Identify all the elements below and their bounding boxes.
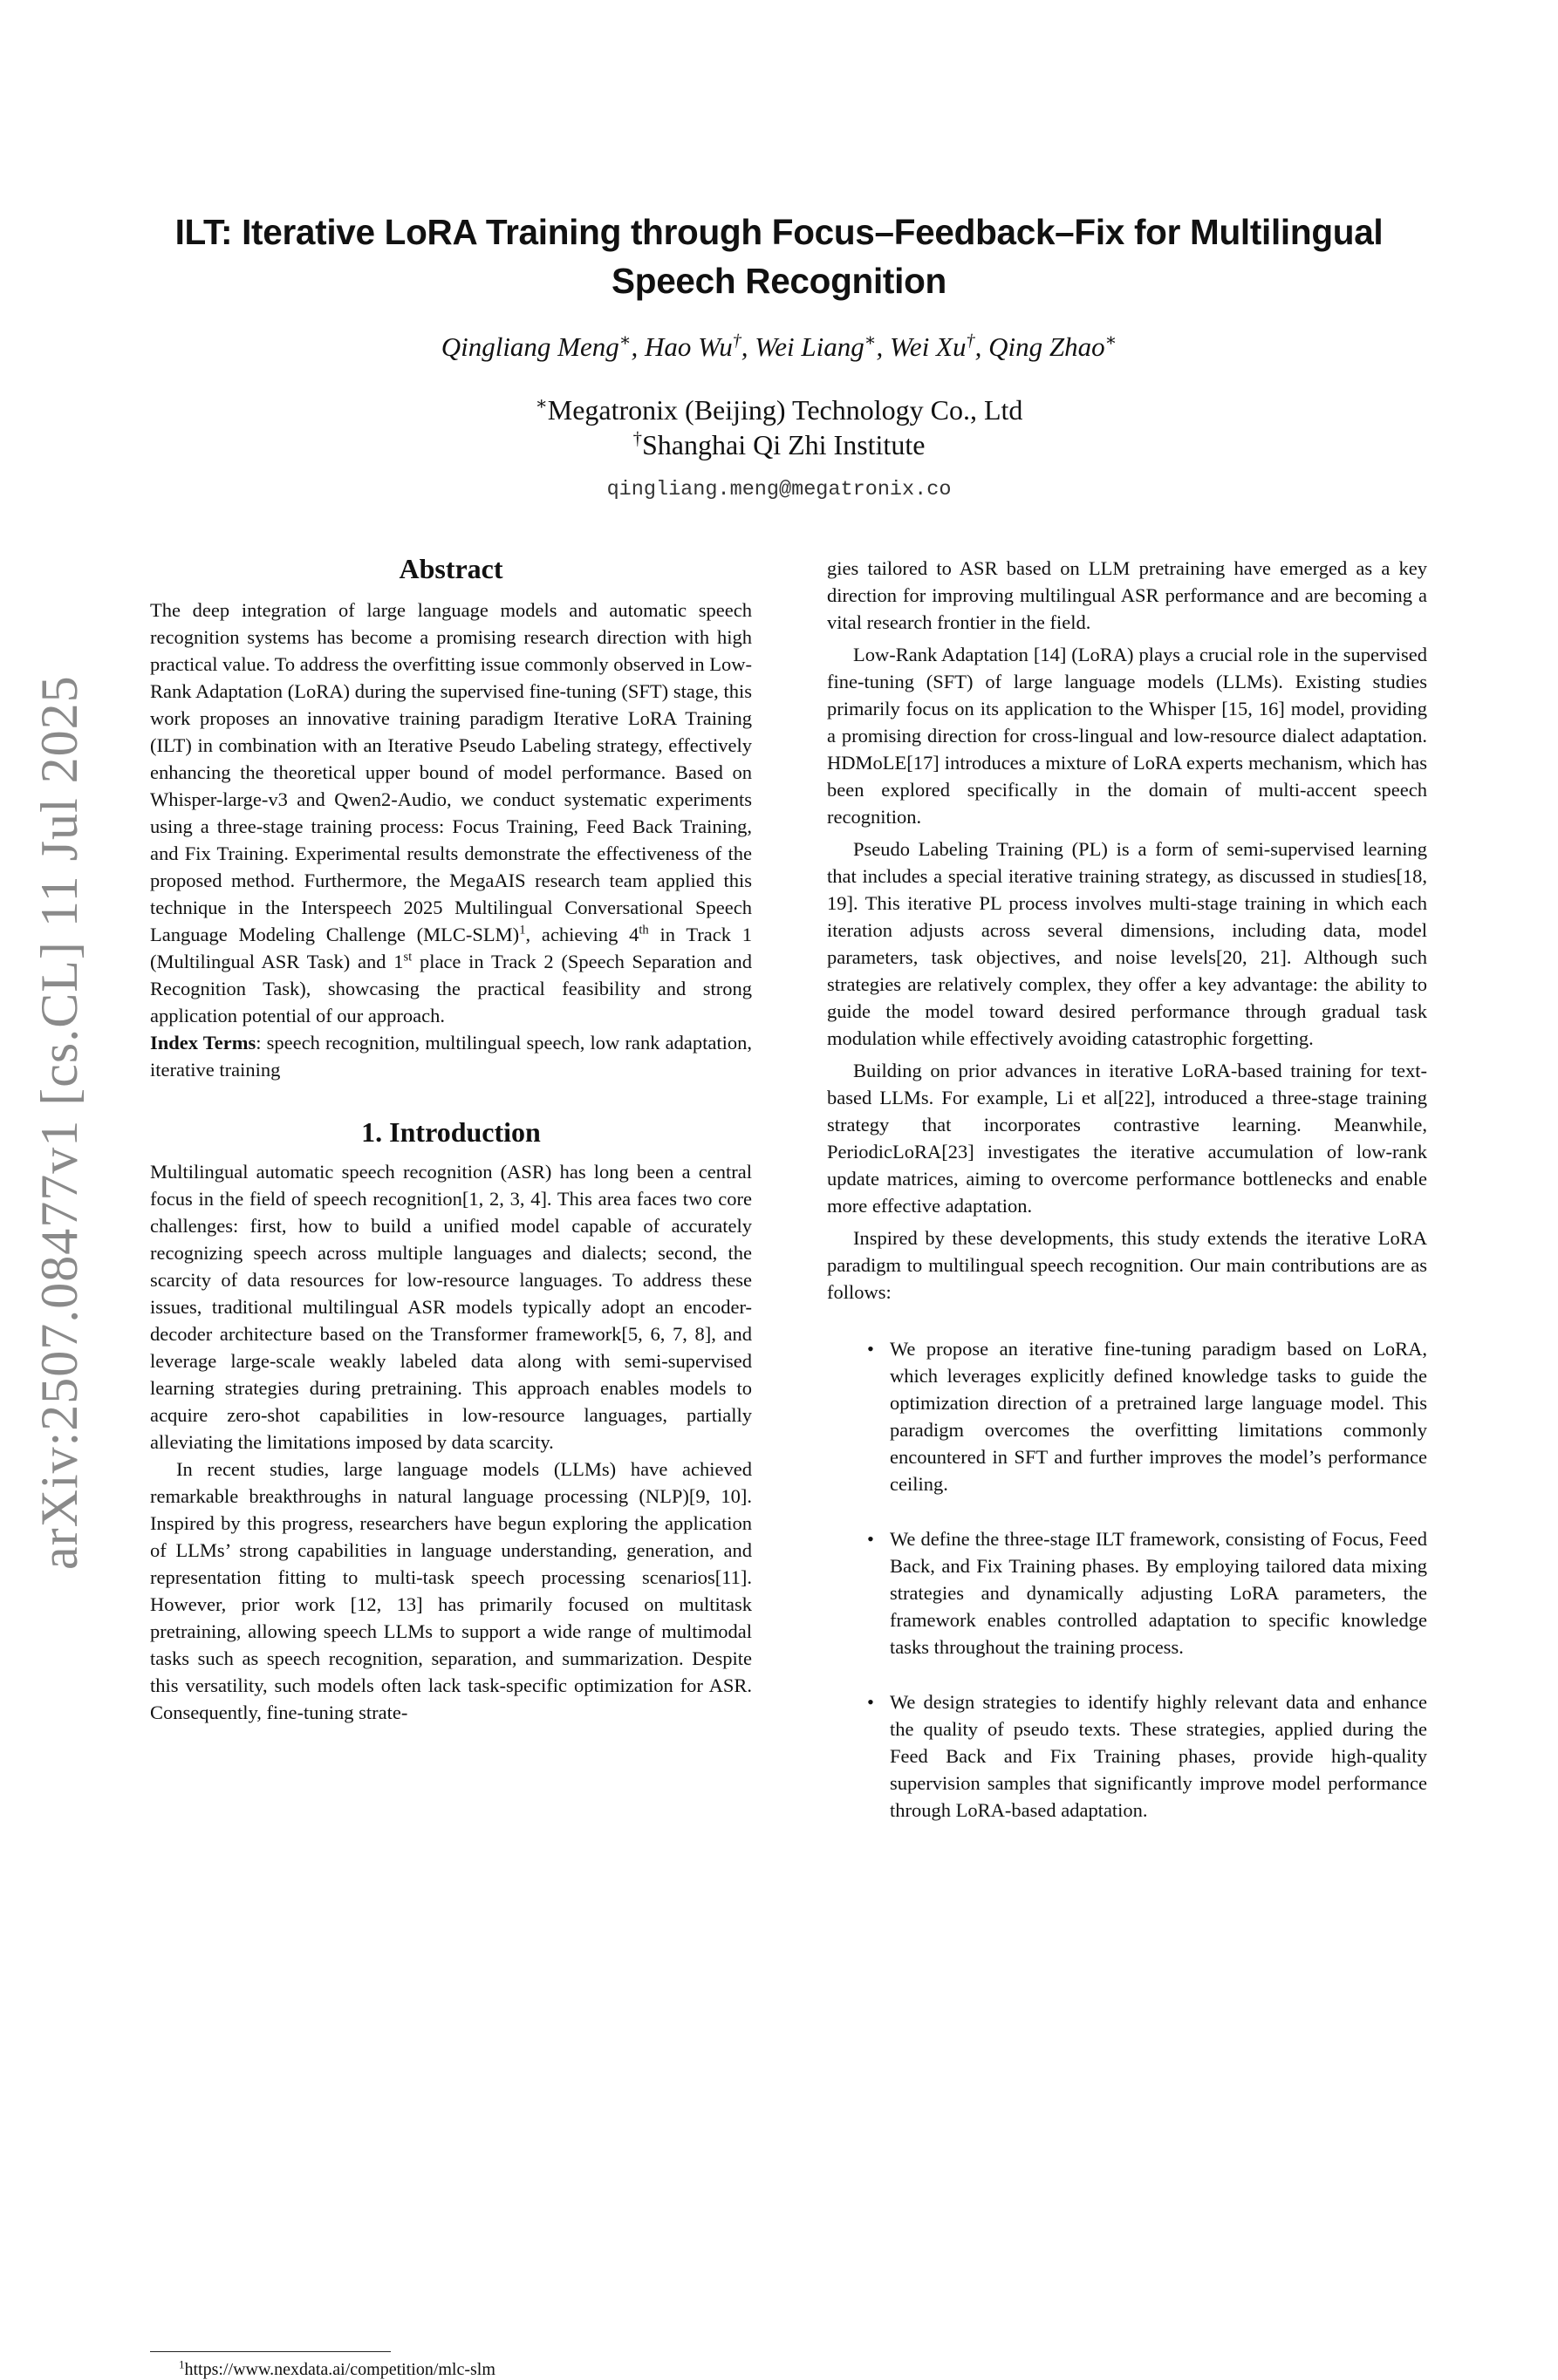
affiliation-1: ∗Megatronix (Beijing) Technology Co., Ltd xyxy=(535,393,1023,426)
title-line-2: Speech Recognition xyxy=(612,261,946,301)
right-paragraph-0: gies tailored to ASR based on LLM pretraining have emerged as a key direction for improving multilingual ASR performance and are becoming a vital research frontier in the field. xyxy=(827,557,1427,633)
footnote: $^1$https://www.nexdata.ai/competition/mlc-slm xyxy=(179,2357,495,2379)
author: Qing Zhao∗ xyxy=(988,331,1117,362)
author: Hao Wu†, xyxy=(644,331,755,362)
title-line-1: ILT: Iterative LoRA Training through Focus–Feedback–Fix for Multilingual xyxy=(174,212,1384,252)
arxiv-watermark: arXiv:2507.08477v1 [cs.CL] 11 Jul 2025 xyxy=(31,675,88,1570)
right-column xyxy=(827,555,1427,1851)
author-list xyxy=(148,331,1410,363)
intro-paragraph-2: In recent studies, large language models (LLMs) have achieved remarkable breakthroughs in natural language processing (NLP)[9, 10]. Inspired by this progress, researchers have begun exploring the application of LLMs’ strong capabilities in language understanding, generation, and representation fitting to multi-task speech processing scenarios[11]. However, prior work [12, 13] has primarily focused on multitask pretraining, allowing speech LLMs to support a wide range of multimodal tasks such as speech recognition, separation, and summarization. Despite this versatility, such models often lack task-specific optimization for ASR. Consequently, fine-tuning strate- xyxy=(150,1458,752,1723)
author-email: qingliang.meng@megatronix.co xyxy=(606,478,952,501)
list-item: • We propose an iterative fine-tuning paradigm based on LoRA, which leverages explicitly defined knowledge tasks to guide the optimization direction of a pretrained large language model. This paradigm overcomes the overfitting limitations commonly encountered in SFT and further improves the model’s performance ceiling. xyxy=(827,1335,1427,1497)
right-paragraph-3: Building on prior advances in iterative LoRA-based training for text-based LLMs. For example, Li et al[22], introduced a three-stage training strategy that incorporates contrastive learning. Meanwhile, PeriodicLoRA[23] investigates the iterative accumulation of low-rank update matrices, aiming to overcome performance bottlenecks and enable more effective adaptation. xyxy=(827,1060,1427,1217)
bullet-icon: • xyxy=(867,1338,874,1360)
affiliation-2: †Shanghai Qi Zhi Institute xyxy=(632,428,926,460)
right-paragraph-2: Pseudo Labeling Training (PL) is a form of semi-supervised learning that includes a special iterative training strategy, as discussed in studies[18, 19]. This iterative PL process involves multi-stage training in which each iteration adjusts across several dimensions, including data, model parameters, task objectives, and noise levels[20, 21]. Although such strategies are relatively complex, they offer a key advantage: the ability to guide the model toward desired performance through gradual task modulation while effectively avoiding catastrophic forgetting. xyxy=(827,838,1427,1049)
intro-paragraph-1: Multilingual automatic speech recognition (ASR) has long been a central focus in the field of speech recognition[1, 2, 3, 4]. This area faces two core challenges: first, how to build a unified model capable of accurately recognizing speech across multiple languages and dialects; second, the scarcity of data resources for low-resource languages. To address these issues, traditional multilingual ASR models typically adopt an encoder-decoder architecture based on the Transformer framework[5, 6, 7, 8], and leverage large-scale weakly labeled data along with semi-supervised learning strategies during pretraining. This approach enables models to acquire zero-shot capabilities in low-resource languages, partially alleviating the limitations imposed by data scarcity. xyxy=(150,1161,752,1453)
bullet-icon: • xyxy=(867,1691,874,1713)
footnote-divider xyxy=(150,2351,391,2352)
bullet-icon: • xyxy=(867,1528,874,1550)
contributions-list xyxy=(827,1335,1427,1824)
author: Wei Liang∗, xyxy=(755,331,890,362)
author: Wei Xu†, xyxy=(889,331,989,362)
left-column xyxy=(150,549,752,1726)
introduction-heading: 1. Introduction xyxy=(361,1116,541,1148)
abstract-paragraph: The deep integration of large language models and automatic speech recognition systems has become a promising research direction with high practical value. To address the overfitting issue commonly observed in Low-Rank Adaptation (LoRA) during the supervised fine-tuning (SFT) stage, this work proposes an innovative training paradigm Iterative LoRA Training (ILT) in combination with an Iterative Pseudo Labeling strategy, effectively enhancing the theoretical upper bound of model performance. Based on Whisper-large-v3 and Qwen2-Audio, we conduct systematic experiments using a three-stage training process: Focus Training, Feed Back Training, and Fix Training. Experimental results demonstrate the effectiveness of the proposed method. Furthermore, the MegaAIS research team applied this technique in the Interspeech 2025 Multilingual Conversational Speech Language Modeling Challenge $(MLC-SLM)^1$, achieving 4th in Track 1 (Multilingual ASR Task) and 1st place in Track 2 (Speech Separation and Recognition Task), showcasing the practical feasibility and strong application potential of our approach. xyxy=(150,599,753,1026)
footnote-ref: 1 xyxy=(519,923,526,938)
abstract-heading: Abstract xyxy=(399,553,503,584)
index-terms: Index Terms: speech recognition, multilingual speech, low rank adaptation, iterative training xyxy=(150,1032,752,1081)
right-paragraph-4: Inspired by these developments, this study extends the iterative LoRA paradigm to multilingual speech recognition. Our main contributions are as follows: xyxy=(827,1227,1427,1303)
list-item: • We design strategies to identify highly relevant data and enhance the quality of pseudo texts. These strategies, applied during the Feed Back and Fix Training phases, provide high-quality supervision samples that significantly improve model performance through LoRA-based adaptation. xyxy=(827,1688,1427,1824)
author: Qingliang Meng∗, xyxy=(441,331,645,362)
footnote-link[interactable]: https://www.nexdata.ai/competition/mlc-slm xyxy=(184,2360,495,2379)
list-item: • We define the three-stage ILT framework, consisting of Focus, Feed Back, and Fix Training phases. By employing tailored data mixing strategies and dynamically adjusting LoRA parameters, the framework enables controlled adaptation to specific knowledge tasks throughout the training process. xyxy=(827,1525,1427,1661)
paper-title xyxy=(148,208,1410,305)
right-paragraph-1: Low-Rank Adaptation [14] (LoRA) plays a crucial role in the supervised fine-tuning (SFT) of large language models (LLMs). Existing studies primarily focus on its application to the Whisper [15, 16] model, providing a promising direction for cross-lingual and low-resource dialect adaptation. HDMoLE[17] introduces a mixture of LoRA experts mechanism, which has been explored specifically in the domain of multi-accent speech recognition. xyxy=(827,644,1427,828)
